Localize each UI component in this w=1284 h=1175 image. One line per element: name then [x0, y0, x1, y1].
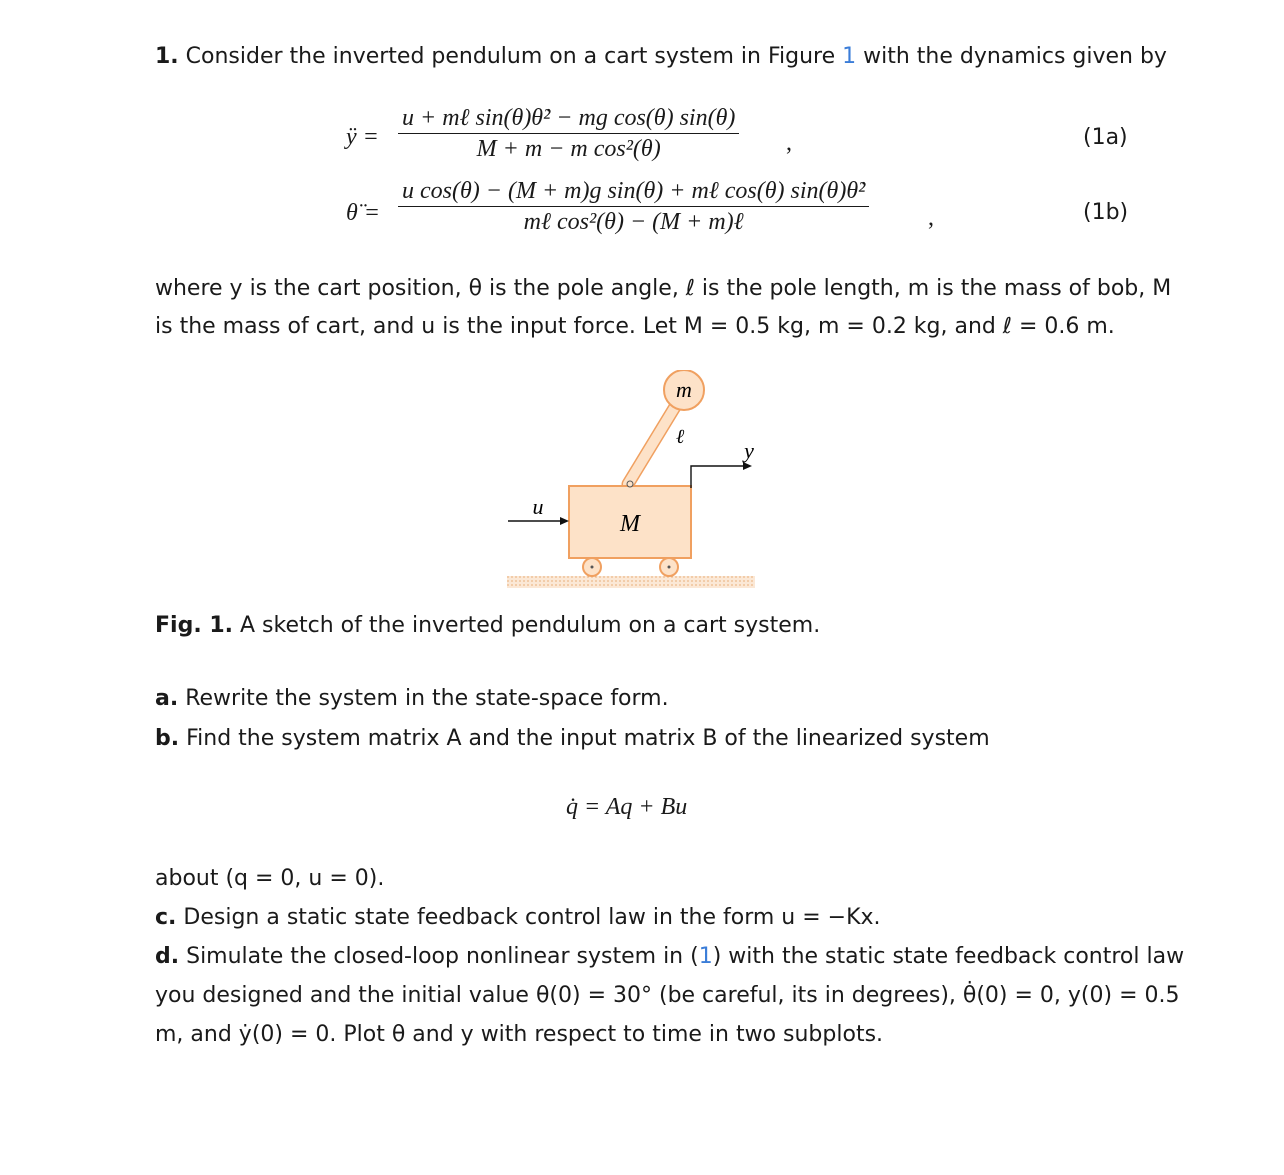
part-d — [155, 944, 1184, 969]
eq1a-fraction — [398, 105, 739, 163]
linearization-point: about (q = 0, u = 0). — [155, 866, 385, 891]
part-d-line-3: m, and ẏ(0) = 0. Plot θ and y with respect to time in two subplots. — [155, 1022, 884, 1047]
eq1a-numerator: u + mℓ sin(θ)θ̇² − mg cos(θ) sin(θ) — [402, 105, 736, 131]
part-d-label: d. — [155, 944, 180, 969]
intro-tail: with the dynamics given by — [863, 44, 1167, 69]
description-line-2: is the mass of cart, and u is the input force. Let M = 0.5 kg, m = 0.2 kg, and ℓ = 0.6 m. — [155, 314, 1115, 339]
position-label: y — [744, 438, 754, 463]
cart-pendulum-figure — [500, 370, 770, 595]
part-b-text: Find the system matrix A and the input matrix B of the linearized system — [186, 726, 990, 751]
eq1b-lhs: θ̈ = — [346, 200, 380, 226]
part-d-line1-pre: Simulate the closed-loop nonlinear system in ( — [186, 944, 699, 969]
eq1a-denominator: M + m − m cos²(θ) — [476, 136, 661, 163]
eq1a-fraction-bar — [398, 133, 739, 134]
figure-reference-link[interactable]: 1 — [842, 44, 857, 69]
input-label: u — [532, 494, 544, 519]
eq1b-numerator: u cos(θ) − (M + m)g sin(θ) + mℓ cos(θ) sin(θ)θ̇² — [402, 178, 866, 204]
part-c — [155, 905, 881, 930]
eq1b-tag: (1b) — [1083, 200, 1129, 225]
linearized-equation: q̇ = Aq + Bu — [566, 794, 688, 820]
eq1b-fraction-bar — [398, 206, 869, 207]
figure-caption — [155, 613, 820, 638]
part-a-text: Rewrite the system in the state-space form. — [185, 686, 669, 711]
part-b — [155, 726, 990, 751]
pivot-joint — [627, 481, 633, 487]
eq1b-comma: , — [928, 205, 934, 231]
equation-reference-link[interactable]: 1 — [698, 944, 713, 969]
part-d-line-2: you designed and the initial value θ(0) = 30° (be careful, its in degrees), θ̇(0) = 0, y(0) = 0.5 — [155, 983, 1180, 1008]
position-arrow — [691, 466, 744, 488]
part-a-label: a. — [155, 686, 179, 711]
caption-text: A sketch of the inverted pendulum on a cart system. — [240, 613, 821, 638]
part-a — [155, 686, 669, 711]
eq1a-lhs: ÿ = — [346, 124, 379, 150]
eq1a-comma: , — [786, 130, 792, 156]
pole-length-label: ℓ — [675, 426, 685, 448]
bob-label: m — [676, 377, 692, 402]
cart-label: M — [620, 511, 640, 537]
part-c-label: c. — [155, 905, 177, 930]
eq1b-fraction — [398, 178, 869, 236]
eq1a-tag: (1a) — [1083, 125, 1128, 150]
caption-label: Fig. 1. — [155, 613, 233, 638]
part-d-line1-post: ) with the static state feedback control law — [712, 944, 1185, 969]
part-c-text: Design a static state feedback control law in the form u = −Kx. — [183, 905, 881, 930]
problem-intro — [155, 44, 1167, 69]
part-b-label: b. — [155, 726, 180, 751]
problem-number: 1. — [155, 44, 179, 69]
eq1b-denominator: mℓ cos²(θ) − (M + m)ℓ — [523, 209, 744, 236]
intro-text: Consider the inverted pendulum on a cart system in Figure — [185, 44, 836, 69]
ground-hatch — [507, 576, 755, 588]
description-line-1: where y is the cart position, θ is the pole angle, ℓ is the pole length, m is the mass of bob, M — [155, 276, 1172, 301]
